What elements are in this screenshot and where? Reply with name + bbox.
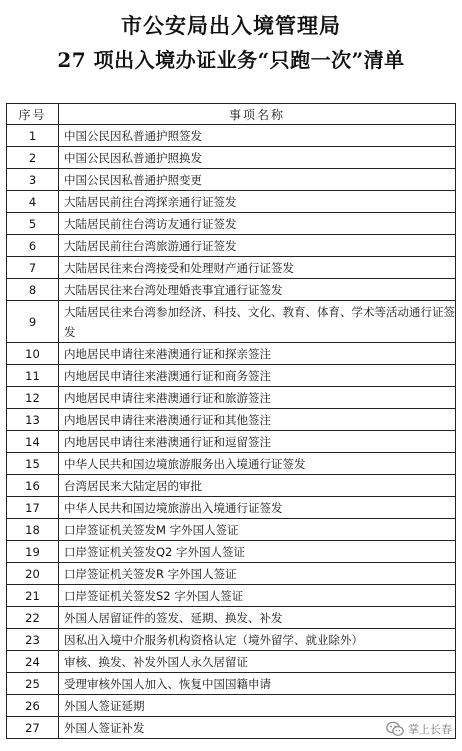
row-number: 21	[7, 585, 59, 607]
row-item-name: 口岸签证机关签发Q2 字外国人签证	[59, 541, 456, 563]
row-number: 25	[7, 673, 59, 695]
table-row	[7, 519, 456, 541]
page-subtitle: 27 项出入境办证业务“只跑一次”清单	[57, 48, 405, 72]
row-number: 7	[7, 257, 59, 279]
table-row	[7, 585, 456, 607]
table-row	[7, 387, 456, 409]
row-number: 23	[7, 629, 59, 651]
row-item-name: 大陆居民往来台湾处理婚丧事宜通行证签发	[59, 279, 456, 301]
header-item-name: 事项名称	[59, 104, 456, 125]
row-number: 16	[7, 475, 59, 497]
row-number: 27	[7, 717, 59, 739]
row-item-name: 内地居民申请往来港澳通行证和其他签注	[59, 409, 456, 431]
row-number: 11	[7, 365, 59, 387]
row-number: 3	[7, 169, 59, 191]
table-row	[7, 301, 456, 343]
row-number: 9	[7, 301, 59, 343]
table-row	[7, 125, 456, 147]
row-number: 26	[7, 695, 59, 717]
row-number: 12	[7, 387, 59, 409]
row-item-name: 大陆居民前往台湾旅游通行证签发	[59, 235, 456, 257]
page-title: 市公安局出入境管理局	[121, 13, 341, 38]
row-item-name: 外国人签证补发	[59, 717, 456, 739]
table-row	[7, 695, 456, 717]
row-number: 17	[7, 497, 59, 519]
row-item-name: 内地居民申请往来港澳通行证和商务签注	[59, 365, 456, 387]
table-row	[7, 147, 456, 169]
row-number: 2	[7, 147, 59, 169]
row-item-name: 内地居民申请往来港澳通行证和逗留签注	[59, 431, 456, 453]
table-row	[7, 629, 456, 651]
table-row	[7, 235, 456, 257]
table-row	[7, 497, 456, 519]
row-number: 14	[7, 431, 59, 453]
row-item-name: 中华人民共和国边境旅游出入境通行证签发	[59, 497, 456, 519]
row-item-name: 大陆居民往来台湾参加经济、科技、文化、教育、体育、学术等活动通行证签发	[59, 301, 456, 343]
row-number: 19	[7, 541, 59, 563]
row-item-name: 中国公民因私普通护照签发	[59, 125, 456, 147]
table-row	[7, 343, 456, 365]
wechat-icon	[386, 721, 404, 737]
table-row	[7, 673, 456, 695]
row-item-name: 外国人居留证件的签发、延期、换发、补发	[59, 607, 456, 629]
row-item-name: 口岸签证机关签发R 字外国人签证	[59, 563, 456, 585]
row-item-name: 内地居民申请往来港澳通行证和探亲签注	[59, 343, 456, 365]
row-item-name: 外国人签证延期	[59, 695, 456, 717]
row-number: 22	[7, 607, 59, 629]
table-row	[7, 191, 456, 213]
row-item-name: 内地居民申请往来港澳通行证和旅游签注	[59, 387, 456, 409]
table-row	[7, 541, 456, 563]
row-item-name: 口岸签证机关签发S2 字外国人签证	[59, 585, 456, 607]
row-number: 20	[7, 563, 59, 585]
table-row	[7, 563, 456, 585]
row-item-name: 大陆居民往来台湾接受和处理财产通行证签发	[59, 257, 456, 279]
items-table	[6, 103, 456, 739]
table-row	[7, 475, 456, 497]
row-number: 13	[7, 409, 59, 431]
table-row	[7, 279, 456, 301]
row-number: 5	[7, 213, 59, 235]
table-row	[7, 607, 456, 629]
row-number: 10	[7, 343, 59, 365]
header-number: 序号	[7, 104, 59, 125]
row-item-name: 大陆居民前往台湾探亲通行证签发	[59, 191, 456, 213]
row-item-name: 审核、换发、补发外国人永久居留证	[59, 651, 456, 673]
row-item-name: 中国公民因私普通护照变更	[59, 169, 456, 191]
table-row	[7, 409, 456, 431]
row-number: 24	[7, 651, 59, 673]
table-row	[7, 651, 456, 673]
row-number: 1	[7, 125, 59, 147]
row-number: 18	[7, 519, 59, 541]
row-number: 8	[7, 279, 59, 301]
table-row	[7, 257, 456, 279]
watermark	[386, 721, 452, 737]
table-row	[7, 453, 456, 475]
row-item-name: 因私出入境中介服务机构资格认定（境外留学、就业除外）	[59, 629, 456, 651]
row-item-name: 口岸签证机关签发M 字外国人签证	[59, 519, 456, 541]
watermark-text: 掌上长春	[408, 723, 452, 736]
row-item-name: 中国公民因私普通护照换发	[59, 147, 456, 169]
table-row	[7, 213, 456, 235]
row-item-name: 台湾居民来大陆定居的审批	[59, 475, 456, 497]
row-item-name: 受理审核外国人加入、恢复中国国籍申请	[59, 673, 456, 695]
row-item-name: 中华人民共和国边境旅游服务出入境通行证签发	[59, 453, 456, 475]
table-row	[7, 431, 456, 453]
row-number: 15	[7, 453, 59, 475]
row-item-name: 大陆居民前往台湾访友通行证签发	[59, 213, 456, 235]
row-number: 6	[7, 235, 59, 257]
table-header-row	[7, 104, 456, 125]
table-row	[7, 365, 456, 387]
table-row	[7, 169, 456, 191]
row-number: 4	[7, 191, 59, 213]
